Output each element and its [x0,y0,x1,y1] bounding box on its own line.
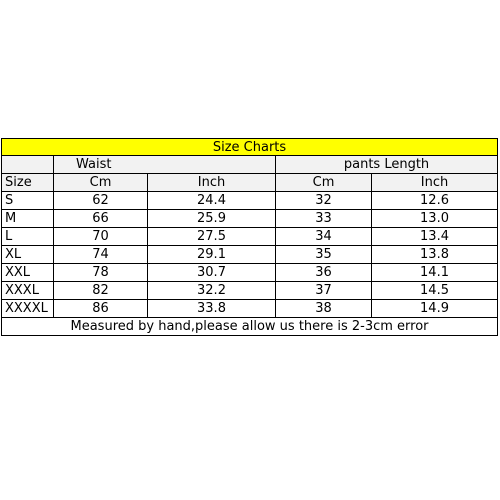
length-cm-cell: 36 [276,264,372,282]
waist-cm-cell: 74 [54,246,148,264]
waist-group-label: Waist [76,157,112,172]
table-row [2,246,498,264]
measurement-note: Measured by hand,please allow us there is 2-3cm error [2,318,498,336]
group-header-blank [2,156,54,174]
title-row [2,139,498,156]
waist-inch-cell: 30.7 [148,264,276,282]
waist-cm-cell: 86 [54,300,148,318]
table-row [2,282,498,300]
waist-group-header [54,156,276,174]
waist-inch-cell: 24.4 [148,192,276,210]
length-cm-cell: 38 [276,300,372,318]
table-row [2,192,498,210]
waist-cm-cell: 62 [54,192,148,210]
length-inch-cell: 13.4 [372,228,498,246]
column-header-waist-inch: Inch [148,174,276,192]
waist-inch-cell: 33.8 [148,300,276,318]
waist-cm-cell: 70 [54,228,148,246]
column-header-size: Size [2,174,54,192]
length-inch-cell: 12.6 [372,192,498,210]
size-cell: S [2,192,54,210]
waist-inch-cell: 25.9 [148,210,276,228]
length-cm-cell: 37 [276,282,372,300]
waist-cm-cell: 66 [54,210,148,228]
group-header-row [2,156,498,174]
size-cell: M [2,210,54,228]
table-row [2,210,498,228]
waist-inch-cell: 32.2 [148,282,276,300]
length-cm-cell: 32 [276,192,372,210]
length-inch-cell: 14.5 [372,282,498,300]
length-inch-cell: 13.8 [372,246,498,264]
size-cell: XXXL [2,282,54,300]
waist-cm-cell: 82 [54,282,148,300]
waist-inch-cell: 29.1 [148,246,276,264]
chart-title: Size Charts [2,139,498,156]
size-cell: XL [2,246,54,264]
table-row [2,264,498,282]
column-header-length-inch: Inch [372,174,498,192]
size-cell: XXXXL [2,300,54,318]
length-cm-cell: 33 [276,210,372,228]
length-inch-cell: 13.0 [372,210,498,228]
column-header-length-cm: Cm [276,174,372,192]
waist-cm-cell: 78 [54,264,148,282]
size-cell: L [2,228,54,246]
table-row [2,300,498,318]
length-inch-cell: 14.1 [372,264,498,282]
waist-inch-cell: 27.5 [148,228,276,246]
length-inch-cell: 14.9 [372,300,498,318]
column-header-waist-cm: Cm [54,174,148,192]
size-cell: XXL [2,264,54,282]
size-chart-table [1,138,498,336]
length-cm-cell: 34 [276,228,372,246]
pants-length-group-header: pants Length [276,156,498,174]
table-row [2,228,498,246]
column-header-row [2,174,498,192]
length-cm-cell: 35 [276,246,372,264]
note-row [2,318,498,336]
